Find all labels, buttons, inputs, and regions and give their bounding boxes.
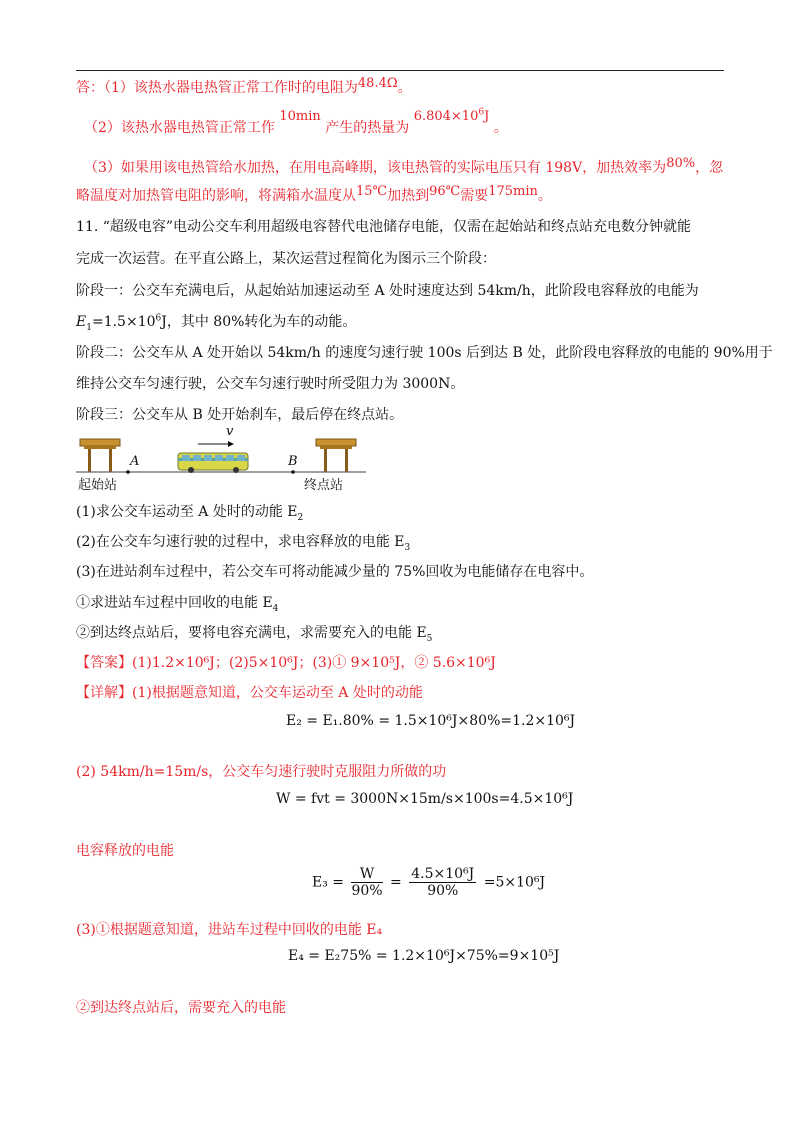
bus-route-figure — [76, 424, 366, 496]
question-intro-1 — [76, 217, 691, 237]
question-text: (1)求公交车运动至 A 处时的动能 E — [76, 504, 298, 520]
detail-line-1 — [76, 683, 423, 703]
question-text: 阶段三：公交车从 B 处开始刹车，最后停在终点站。 — [76, 407, 404, 423]
prev-answer-text: 需要 — [460, 188, 489, 204]
fraction-1 — [351, 866, 382, 899]
question-text: 完成一次运营。在平直公路上，某次运营过程简化为图示三个阶段： — [76, 251, 496, 267]
point-a-label: A — [130, 454, 140, 469]
bus-icon — [178, 453, 248, 473]
value: =1.5×10 — [91, 314, 156, 330]
denominator: 90% — [351, 883, 383, 899]
subscript: 3 — [404, 542, 411, 553]
stage-1-line-1 — [76, 281, 699, 301]
question-text: (3)在进站刹车过程中，若公交车可将动能减少量的 75%回收为电能储存在电容中。 — [76, 564, 594, 580]
equation-text: W = fvt = 3000N×15m/s×100s=4.5×10⁶J — [276, 791, 574, 807]
sub-question-1 — [76, 502, 303, 522]
equation-lhs: E₃ = — [312, 874, 345, 891]
question-text: 阶段一：公交车充满电后，从起始站加速运动至 A 处时速度达到 54km/h，此阶段电容释放的电能为 — [76, 283, 699, 299]
start-station-shelter — [80, 439, 120, 472]
detail-text: 电容释放的电能 — [76, 843, 174, 859]
subscript: 2 — [297, 512, 304, 523]
sub-question-2 — [76, 532, 410, 552]
punct: 。 — [493, 120, 508, 136]
heat-exponent: 6 — [478, 107, 485, 118]
resistance-value: 48.4Ω — [357, 76, 398, 91]
header-rule — [76, 70, 724, 71]
detail-line-5 — [76, 998, 286, 1018]
detail-text: ②到达终点站后，需要充入的电能 — [76, 1000, 286, 1016]
detail-line-4 — [76, 920, 382, 940]
equation-text: E₂ = E₁.80% = 1.5×10⁶J×80%=1.2×10⁶J — [286, 713, 576, 729]
question-number: 11. — [76, 219, 99, 235]
question-text: ②到达终点站后，要将电容充满电，求需要充入的电能 E — [76, 625, 427, 641]
heat-unit: J — [484, 109, 490, 124]
point-a — [126, 470, 130, 474]
prev-answer-text: （2）该热水器电热管正常工作 — [84, 120, 275, 136]
point-b-label: B — [288, 454, 298, 469]
detail-line-3 — [76, 841, 174, 861]
end-station-shelter — [316, 439, 356, 472]
start-station-label: 起始站 — [78, 478, 118, 493]
numerator: 4.5×10⁶J — [411, 866, 475, 882]
point-b — [291, 470, 295, 474]
question-intro-2 — [76, 249, 496, 269]
detail-line-2 — [76, 762, 446, 782]
prev-answer-text: （3）如果用该电热管给水加热，在用电高峰期，该电热管的实际电压只有 198V，加热效率为 — [84, 160, 667, 176]
question-text: 阶段二：公交车从 A 处开始以 54km/h 的速度匀速行驶 100s 后到达 B 处，此阶段电容释放的电能的 90%用于 — [76, 345, 773, 361]
stage-3-line — [76, 405, 403, 425]
prev-answer-text: 略温度对加热管电阻的影响，将满箱水温度从 — [76, 188, 356, 204]
end-station-label: 终点站 — [304, 478, 344, 493]
symbol: E — [76, 314, 87, 330]
answer-line — [76, 653, 496, 673]
detail-text: (1)根据题意知道，公交车运动至 A 处时的动能 — [132, 685, 423, 701]
detail-text: (2) 54km/h=15m/s，公交车匀速行驶时克服阻力所做的功 — [76, 764, 447, 780]
detail-tag: 【详解】 — [76, 685, 132, 701]
equals-sign: = — [390, 874, 402, 891]
velocity-arrowhead — [228, 441, 234, 447]
stage-2-line-2 — [76, 374, 464, 394]
equation-rhs: =5×10⁶J — [483, 874, 546, 891]
temp-start: 15℃ — [356, 184, 388, 199]
question-text: (2)在公交车匀速行驶的过程中，求电容释放的电能 E — [76, 534, 405, 550]
prev-answer-text: ，忽 — [695, 160, 724, 176]
prev-answer-text: 产生的热量为 — [325, 120, 410, 136]
numerator: W — [351, 866, 382, 883]
subscript: 5 — [426, 633, 433, 644]
subscript: 4 — [272, 603, 279, 614]
subscript: 1 — [86, 322, 92, 333]
prev-answer-line-3 — [84, 158, 723, 179]
prev-answer-line-1 — [76, 78, 412, 99]
velocity-label: v — [226, 424, 234, 439]
heat-value: 6.804×10 — [413, 109, 479, 124]
sub-question-3 — [76, 562, 593, 582]
prev-answer-line-4 — [76, 186, 552, 207]
answer-text: (1)1.2×10⁶J；(2)5×10⁶J；(3)① 9×10⁵J，② 5.6×10⁶J — [132, 655, 496, 671]
equation-4 — [288, 946, 559, 966]
stage-2-line-1 — [76, 343, 773, 363]
time-value: 175min — [488, 184, 538, 199]
equation-3 — [312, 866, 545, 899]
question-text: “超级电容”电动公交车利用超级电容替代电池储存电能，仅需在起始站和终点站充电数分钟就能 — [102, 219, 692, 235]
punct: 。 — [537, 188, 552, 204]
prev-answer-text: 加热到 — [387, 188, 430, 204]
sub-question-3a — [76, 593, 278, 613]
efficiency-value: 80% — [666, 156, 696, 171]
denominator: 90% — [427, 883, 459, 899]
sub-question-3b — [76, 623, 432, 643]
exponent: 6 — [155, 313, 162, 324]
equation-1 — [286, 711, 575, 731]
temp-end: 96℃ — [429, 184, 461, 199]
answer-tag: 【答案】 — [76, 655, 132, 671]
question-text: J，其中 80%转化为车的动能。 — [161, 314, 357, 330]
stage-1-line-2 — [76, 312, 356, 332]
equation-text: E₄ = E₂75% = 1.2×10⁶J×75%=9×10⁵J — [288, 948, 560, 964]
time-value: 10min — [279, 109, 321, 124]
equation-2 — [276, 789, 573, 809]
fraction-2 — [409, 866, 476, 899]
detail-text: (3)①根据题意知道，进站车过程中回收的电能 E₄ — [76, 922, 383, 938]
punct: 。 — [397, 80, 412, 96]
prev-answer-text: 答：（1）该热水器电热管正常工作时的电阻为 — [76, 80, 358, 96]
question-text: ①求进站车过程中回收的电能 E — [76, 595, 273, 611]
question-text: 维持公交车匀速行驶，公交车匀速行驶时所受阻力为 3000N。 — [76, 376, 465, 392]
